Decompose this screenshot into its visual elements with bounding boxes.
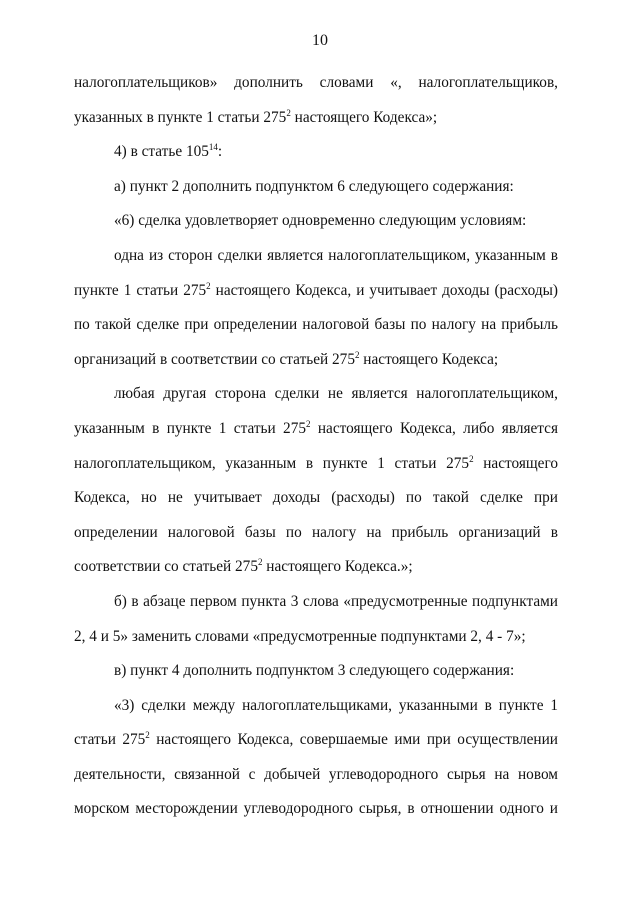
text-segment: : — [217, 143, 223, 161]
text-segment: а) пункт 2 дополнить подпунктом 6 следующего содержания: — [114, 177, 514, 195]
text-segment: настоящего Кодекса, но не учитывает доходы (расходы) по такой сделке при определении налоговой базы по налогу на прибыль организаций в соответствии со статьей 275 — [74, 454, 558, 576]
text-segment: настоящего Кодекса; — [359, 350, 499, 368]
superscript: 2 — [257, 557, 263, 568]
paragraph — [74, 585, 558, 654]
paragraph — [74, 135, 558, 170]
superscript: 2 — [306, 418, 311, 429]
paragraph — [74, 204, 558, 239]
text-segment: любая другая сторона сделки не является налогоплательщиком, указанным в пункте 1 статьи 275 — [74, 385, 558, 437]
superscript: 14 — [208, 142, 218, 153]
superscript: 2 — [145, 730, 150, 741]
paragraph — [74, 170, 558, 205]
text-segment: настоящего Кодекса»; — [290, 108, 438, 126]
paragraph — [74, 239, 558, 377]
document-body — [74, 66, 558, 827]
text-segment: «6) сделка удовлетворяет одновременно следующим условиям: — [114, 212, 527, 230]
paragraph — [74, 66, 558, 135]
superscript: 2 — [354, 349, 360, 360]
superscript: 2 — [469, 453, 474, 464]
paragraph — [74, 654, 558, 689]
text-segment: одна из сторон сделки является налогоплательщиком, указанным в пункте 1 статьи 275 — [74, 246, 558, 299]
text-segment: в) пункт 4 дополнить подпунктом 3 следующего содержания: — [114, 662, 515, 680]
superscript: 2 — [206, 280, 211, 291]
text-segment: 4) в статье 105 — [114, 143, 209, 161]
text-segment: настоящего Кодекса, либо является налогоплательщиком, указанным в пункте 1 статьи 275 — [74, 419, 559, 472]
text-segment: настоящего Кодекса, и учитывает доходы (расходы) по такой сделке при определении налоговой базы по налогу на прибыль организаций в соответствии со статьей 275 — [74, 281, 559, 368]
paragraph — [74, 377, 558, 585]
superscript: 2 — [286, 107, 291, 118]
paragraph — [74, 689, 558, 827]
text-segment: настоящего Кодекса, совершаемые ими при осуществлении деятельности, связанной с добычей углеводородного сырья на новом морском месторождении углеводородного сырья, в отношении одного и — [74, 731, 558, 818]
text-segment: б) в абзаце первом пункта 3 слова «предусмотренные подпунктами 2, 4 и 5» заменить словами «предусмотренные подпунктами 2, 4 - 7»; — [74, 592, 558, 645]
page-number: 10 — [312, 32, 328, 49]
text-segment: «3) сделки между налогоплательщиками, указанными в пункте 1 статьи 275 — [74, 696, 558, 749]
text-segment: налогоплательщиков» дополнить словами «, налогоплательщиков, указанных в пункте 1 статьи 275 — [74, 74, 558, 126]
text-segment: настоящего Кодекса.»; — [262, 558, 413, 576]
